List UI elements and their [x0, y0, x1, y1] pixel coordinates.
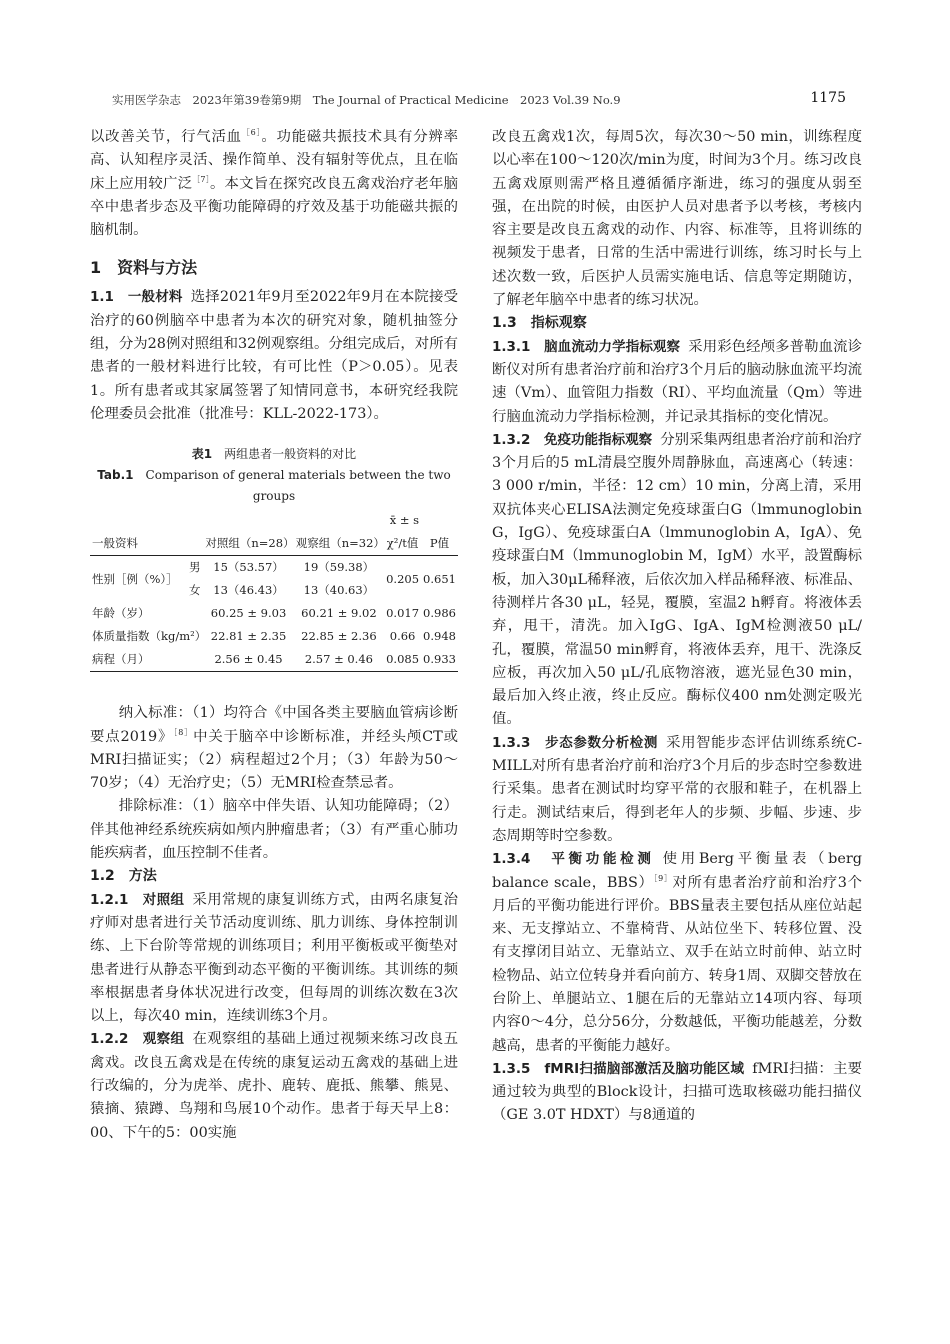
table-1 [90, 509, 458, 672]
table-row: 病程（月） 2.56 ± 0.45 2.57 ± 0.46 0.085 0.933 [90, 648, 458, 672]
section-1-heading: 1 资料与方法 [90, 258, 198, 278]
running-header [112, 92, 846, 110]
section-1-1-title: 1.1 一般材料 [90, 289, 183, 306]
table-row: 女 13（46.43） 13（40.63） [188, 583, 375, 598]
inclusion-criteria: 纳入标准：（1）均符合《中国各类主要脑血管病诊断要点2019》$^{[8]}$中关于脑卒中诊断标准，并经头颅CT或MRI扫描证实；（2）病程超过2个月；（3）年龄为50～70岁；（4）无治疗史；（5）无MRI检查禁忌者。 [90, 705, 458, 792]
table-row: 体质量指数（kg/m²） 22.81 ± 2.35 22.85 ± 2.36 0.66 0.948 [92, 629, 456, 644]
table-row: 性别［例（%）］ 男 15（53.57） 19（59.38） 0.205 0.651 [92, 560, 456, 586]
th-p: P值 [421, 532, 458, 556]
journal-info: 实用医学杂志 2023年第39卷第9期 The Journal of Practical Medicine 2023 Vol.39 No.9 [112, 93, 621, 107]
mean-sd-note: x̄ ± s [389, 513, 420, 528]
section-1-3-2: 1.3.2 免疫功能指标观察 分别采集两组患者治疗前和治疗3个月后的5 mL清晨空腹外周静脉血，高速离心（转速：3 000 r/min，半径：12 cm）10 min，分离上清，采用双抗体夹心ELISA法测定免疫球蛋白G（lmmunoglobin G，IgG）、免疫球蛋白A（lmmunoglobin A，IgA）、免疫球蛋白M（lmmunoglobin M，IgM）水平，設置酶标板，加入30μL稀释液，后依次加入样品稀释液、标准品、待测样片各30 μL，轻晃，覆膜，室温2 h孵育。将液体丢弃，甩干，清洗。加入IgG、IgA、IgM检测液50 μL/孔，覆膜，常温50 min孵育，将液体丢弃，甩干、洗涤反应板，再次加入50 μL/孔底物溶液，遮光显色30 min，最后加入终止液，终止反应。酶标仪400 nm处测定吸光值。 [492, 431, 862, 728]
section-1-2-heading: 1.2 方法 [90, 868, 157, 885]
citation-6[interactable]: ［6］ [241, 128, 262, 138]
citation-8[interactable]: ［8］ [173, 727, 194, 737]
right-column [492, 126, 862, 1128]
section-1-3-4: 1.3.4 平衡功能检测 使用Berg平衡量表（berg balance scale，BBS）$^{[9]}$对所有患者治疗前和治疗3个月后的平衡功能进行评价。BBS量表主要包括从座位站起来、无支撑站立、不靠椅背、从站位坐下、转移位置、没有支撑闭目站立、无靠站立、双手在站立时前伸、站立时检物品、站立位转身并看向前方、转身1周、双脚交替放在台阶上、单腿站立、1腿在后的无靠站立14项内容、每项内容0～4分，总分56分，分数越低，平衡功能越差，分数越高，患者的平衡能力越好。 [492, 851, 862, 1054]
table-row: 年龄（岁） 60.25 ± 9.03 60.21 ± 9.02 0.017 0.986 [92, 606, 456, 621]
section-1-3-5: 1.3.5 fMRI扫描脑部激活及脑功能区域 fMRI扫描：主要通过较为典型的Block设计，扫描可选取核磁功能扫描仪（GE 3.0T HDXT）与8通道的 [492, 1060, 862, 1124]
table-1-caption: 表1 两组患者一般资料的对比 Tab.1 Comparison of general materials between the two groups [97, 447, 451, 504]
left-column [90, 126, 458, 1145]
th-observe: 观察组（n=32） [294, 532, 384, 556]
section-1-3-1: 1.3.1 脑血流动力学指标观察 采用彩色经颅多普勒血流诊断仪对所有患者治疗前和治疗3个月后的脑动脉血流平均流速（Vm）、血管阻力指数（RI）、平均血流量（Qm）等进行脑血流动力学指标检测，并记录其指标的变化情况。 [492, 338, 862, 425]
continued-paragraph: 改良五禽戏1次，每周5次，每次30～50 min，训练程度以心率在100～120次/min为度，时间为3个月。练习改良五禽戏原则需严格且遵循循序渐进，练习的强度从弱至强，在出院的时候，由医护人员对患者予以考核，考核内容主要是改良五禽戏的动作、内容、标准等，且将训练的视频发于患者，日常的生活中需进行训练，练习时长与上述次数一致，后医护人员需实施电话、信息等定期随访，了解老年脑卒中患者的练习状况。 [492, 129, 862, 309]
citation-9[interactable]: ［9］ [653, 873, 673, 883]
section-1-1: 1.1 一般材料 选择2021年9月至2022年9月在本院接受治疗的60例脑卒中患者为本次的研究对象，随机抽签分组，分为28例对照组和32例观察组。分组完成后，对所有患者的一般材料进行比较，有可比性（P＞0.05）。见表1。所有患者或其家属签署了知情同意书，本研究经我院伦理委员会批准（批准号：KLL-2022-173）。 [90, 289, 458, 422]
page-number: 1175 [810, 90, 846, 106]
th-control: 对照组（n=28） [203, 532, 293, 556]
section-1-3-3: 1.3.3 步态参数分析检测 采用智能步态评估训练系统C-MILL对所有患者治疗前和治疗3个月后的步态时空参数进行采集。患者在测试时均穿平常的衣服和鞋子，在机器上行走。测试结束后，得到老年人的步频、步幅、步速、步态周期等时空参数。 [492, 734, 862, 844]
section-1-2-1: 1.2.1 对照组 采用常规的康复训练方式，由两名康复治疗师对患者进行关节活动度训练、肌力训练、身体控制训练、上下台阶等常规的训练项目；利用平衡板或平衡垫对患者进行从静态平衡到动态平衡的平衡训练。其训练的频率根据患者身体状况进行改变，但每周的训练次数在3次以上，每次40 min，连续训练3个月。 [90, 891, 458, 1025]
citation-7[interactable]: ［7］ [192, 174, 210, 184]
th-item: 一般资料 [90, 532, 186, 556]
section-1-2-2: 1.2.2 观察组 在观察组的基础上通过视频来练习改良五禽戏。改良五禽戏是在传统的康复运动五禽戏的基础上进行改编的，分为虎举、虎扑、鹿转、鹿抵、熊攀、熊晃、猿摘、猿蹲、鸟翔和鸟展10个动作。患者于每天早上8：00、下午的5：00实施 [90, 1031, 458, 1141]
exclusion-criteria: 排除标准：（1）脑卒中伴失语、认知功能障碍；（2）伴其他神经系统疾病如颅内肿瘤患者；（3）有严重心肺功能疾病者，血压控制不佳者。 [90, 798, 458, 862]
th-stat: χ²/t值 [384, 532, 421, 556]
section-1-3-heading: 1.3 指标观察 [492, 315, 587, 332]
intro-paragraph: 以改善关节，行气活血$^{[6]}$。功能磁共振技术具有分辨率高、认知程序灵活、操作简单、没有辐射等优点，且在临床上应用较广泛$^{[7]}$。本文旨在探究改良五禽戏治疗老年脑卒中患者步态及平衡功能障碍的疗效及基于功能磁共振的脑机制。 [90, 128, 458, 239]
